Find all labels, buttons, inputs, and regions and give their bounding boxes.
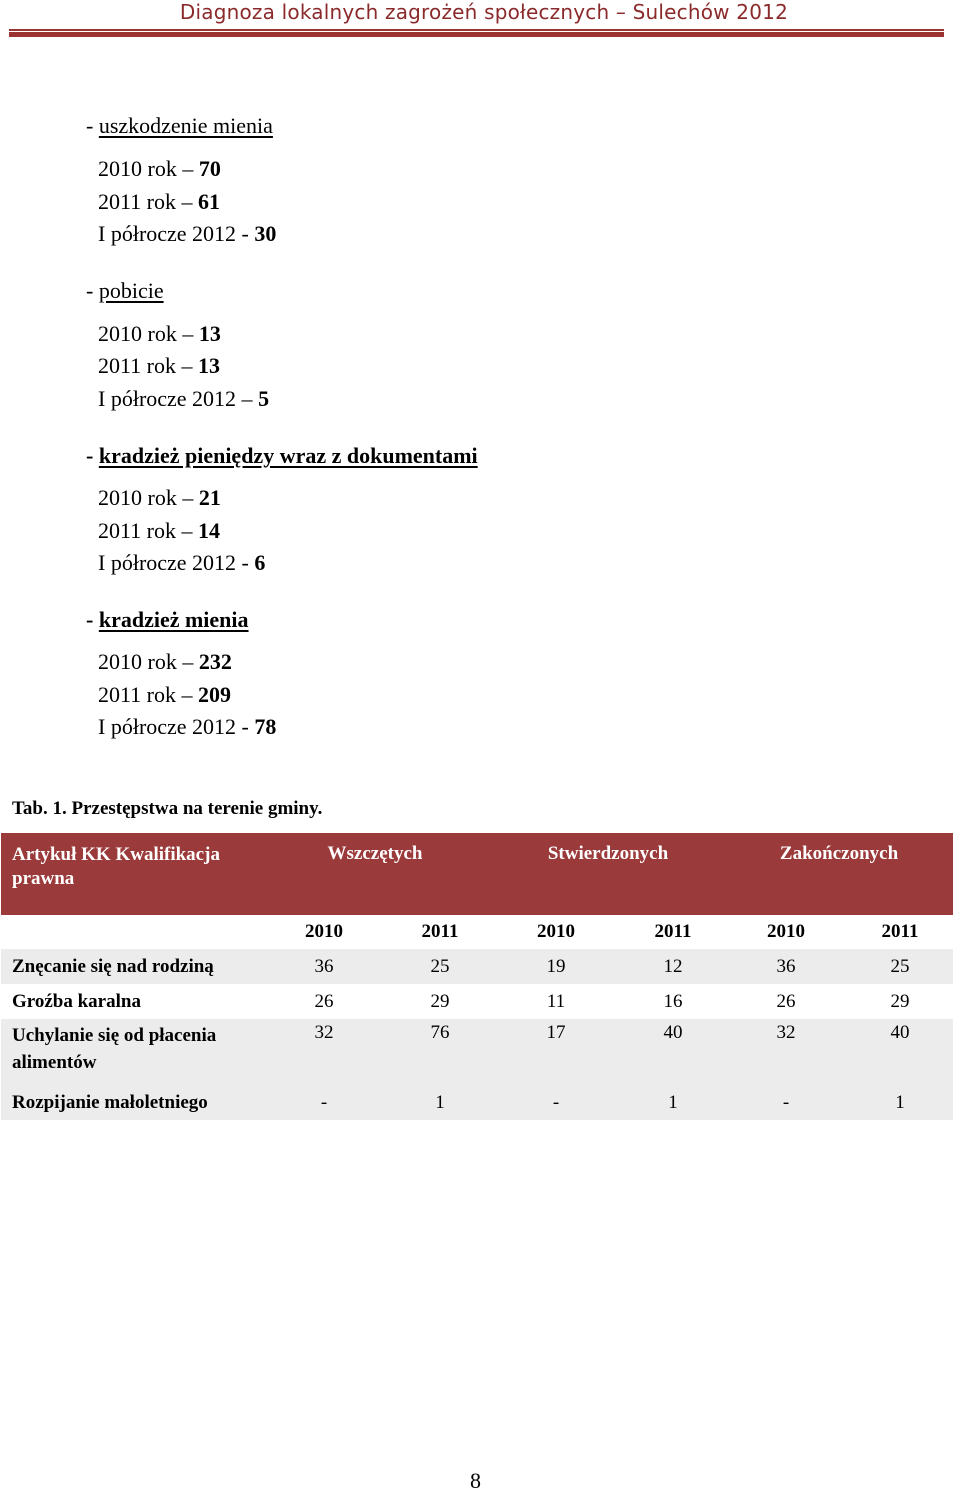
crime-table xyxy=(1,833,953,1120)
stat-line: 2010 rok – 13 xyxy=(98,321,221,346)
stat-line: 2011 rok – 209 xyxy=(98,682,232,707)
table-cell: 32 xyxy=(725,1019,847,1085)
table-cell: 17 xyxy=(491,1019,621,1085)
table-cell: 40 xyxy=(847,1019,953,1085)
table-cell: 36 xyxy=(259,949,389,984)
table-cell: 11 xyxy=(546,990,566,1012)
table-cell: 40 xyxy=(621,1019,725,1085)
stat-line: 2010 rok – 21 xyxy=(98,485,221,510)
row-label: Uchylanie się od płacenia alimentów xyxy=(1,1019,259,1085)
year-cell: 2011 xyxy=(847,915,953,949)
table-cell: 32 xyxy=(259,1019,389,1085)
table-row xyxy=(1,949,953,984)
header-rule-thick xyxy=(9,32,944,37)
header-confirmed: Stwierdzonych xyxy=(491,833,725,915)
year-cell: 2010 xyxy=(491,915,621,949)
header-started: Wszczętych xyxy=(259,833,491,915)
stat-line: I półrocze 2012 - 6 xyxy=(98,550,266,575)
table-years-row xyxy=(1,915,953,949)
table-cell: 29 xyxy=(430,990,450,1012)
table-cell: 1 xyxy=(847,1085,953,1120)
table-cell: 12 xyxy=(621,949,725,984)
section-title-kradziez-pieniedzy: - kradzież pieniędzy wraz z dokumentami xyxy=(86,443,478,468)
page-header xyxy=(0,0,960,40)
table-cell: 19 xyxy=(491,949,621,984)
header-rule-thin xyxy=(9,29,944,31)
table-cell: 36 xyxy=(725,949,847,984)
stat-line: I półrocze 2012 – 5 xyxy=(98,386,270,411)
year-cell: 2010 xyxy=(259,915,389,949)
year-cell: 2011 xyxy=(389,915,491,949)
year-cell: 2011 xyxy=(621,915,725,949)
stat-line: 2011 rok – 13 xyxy=(98,353,221,378)
table-cell: 26 xyxy=(776,990,796,1012)
years-blank xyxy=(1,915,259,949)
table-cell: 25 xyxy=(389,949,491,984)
section-title-kradziez-mienia: - kradzież mienia xyxy=(86,607,249,632)
table-cell: 1 xyxy=(621,1085,725,1120)
table-cell: 29 xyxy=(890,990,910,1012)
table-cell: - xyxy=(491,1085,621,1120)
stat-line: I półrocze 2012 - 78 xyxy=(98,714,277,739)
stat-line: I półrocze 2012 - 30 xyxy=(98,221,277,246)
table-row xyxy=(1,1019,953,1085)
stat-line: 2010 rok – 232 xyxy=(98,649,232,674)
row-label: Rozpijanie małoletniego xyxy=(1,1085,259,1120)
table-cell: - xyxy=(259,1085,389,1120)
row-label: Groźba karalna xyxy=(12,990,141,1012)
table-row xyxy=(1,984,953,1019)
stat-line: 2011 rok – 14 xyxy=(98,518,221,543)
table-caption: Tab. 1. Przestępstwa na terenie gminy. xyxy=(12,798,323,819)
page-number: 8 xyxy=(470,1468,481,1493)
row-label: Znęcanie się nad rodziną xyxy=(1,949,259,984)
table-cell: 26 xyxy=(314,990,334,1012)
year-cell: 2010 xyxy=(725,915,847,949)
section-title-pobicie: - pobicie xyxy=(86,278,164,303)
stat-line: 2010 rok – 70 xyxy=(98,156,221,181)
table-row xyxy=(1,1085,953,1120)
stat-line: 2011 rok – 61 xyxy=(98,189,221,214)
header-title: Diagnoza lokalnych zagrożeń społecznych – Sulechów 2012 xyxy=(179,0,788,24)
table-cell: 25 xyxy=(847,949,953,984)
table-cell: - xyxy=(725,1085,847,1120)
table-cell: 76 xyxy=(389,1019,491,1085)
table-cell: 1 xyxy=(389,1085,491,1120)
header-article: Artykuł KK Kwalifikacja prawna xyxy=(1,833,259,915)
table-header-row xyxy=(1,833,953,915)
table-cell: 16 xyxy=(663,990,683,1012)
section-title-uszkodzenie: - uszkodzenie mienia xyxy=(86,113,273,138)
header-completed: Zakończonych xyxy=(725,833,953,915)
